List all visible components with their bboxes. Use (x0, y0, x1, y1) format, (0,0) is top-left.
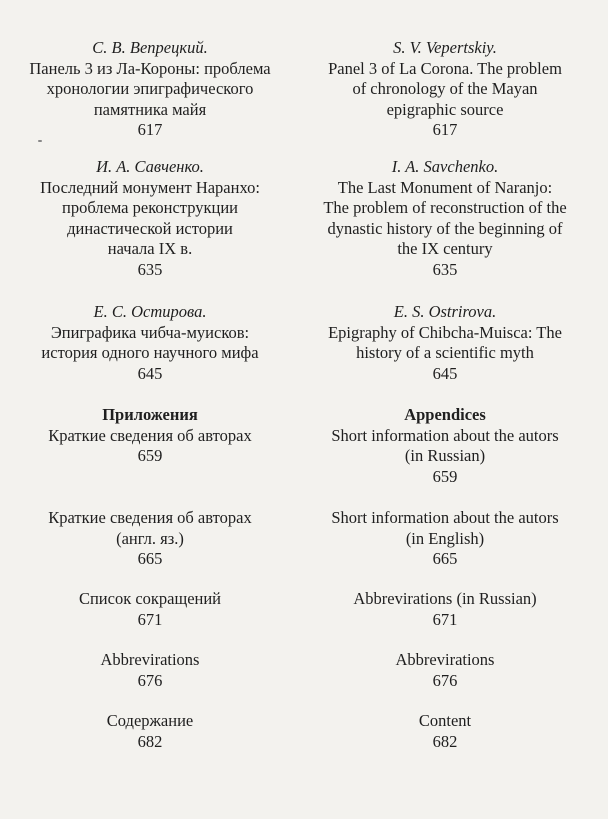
entry-page-number: 617 (432, 120, 458, 139)
entry-title-line: (англ. яз.) (116, 528, 184, 548)
entry-title-line: Последний монумент Наранхо: (40, 177, 260, 197)
entry-title-line: Abbrevirations (395, 650, 495, 669)
section-heading: Appendices (404, 405, 486, 424)
entry-title-line: Panel 3 of La Corona. The problem (328, 58, 562, 78)
entry-title-line: The problem of reconstruction of the (323, 198, 567, 217)
entry-title-line: (in English) (405, 528, 485, 548)
entry-page-number: 682 (137, 731, 163, 751)
entry-page-number: 671 (432, 609, 458, 629)
entry-title-line: Содержание (106, 711, 194, 730)
toc-entry-ostirova-ru (0, 302, 300, 384)
entry-author: I. A. Savchenko. (391, 157, 499, 176)
toc-entry-abbreviations-ru (0, 589, 300, 630)
entry-title-line: Content (418, 711, 472, 730)
entry-title-line: династической истории (67, 218, 233, 238)
entry-title-line: the IX century (397, 239, 493, 258)
toc-entry-appendices-en (295, 405, 595, 487)
entry-author: И. А. Савченко. (96, 157, 204, 176)
entry-title-line: Краткие сведения об авторах (48, 425, 252, 445)
entry-page-number: 659 (137, 446, 163, 465)
entry-page-number: 676 (432, 670, 458, 690)
entry-title-line: Панель 3 из Ла-Короны: проблема (29, 58, 271, 78)
toc-entry-ostrirova-en (295, 302, 595, 384)
entry-title-line: Short information about the autors (331, 508, 559, 527)
entry-title-line: памятника майя (93, 99, 207, 119)
entry-page-number: 659 (432, 466, 458, 486)
entry-title-line: of chronology of the Mayan (352, 79, 538, 98)
entry-title-line: Эпиграфика чибча-муисков: (50, 322, 250, 342)
entry-page-number: 665 (137, 549, 163, 568)
entry-title-line: epigraphic source (386, 99, 504, 119)
entry-page-number: 671 (137, 609, 163, 629)
entry-page-number: 645 (432, 363, 458, 383)
toc-entry-abbrevirations-ru (0, 650, 300, 691)
entry-page-number: 665 (432, 549, 458, 568)
toc-entry-savchenko-en (295, 157, 595, 280)
entry-title-line: Abbrevirations (100, 650, 200, 669)
toc-entry-contents-ru (0, 711, 300, 752)
entry-page-number: 682 (432, 731, 458, 751)
toc-entry-vepretsky-ru (0, 38, 300, 141)
entry-author: С. В. Вепрецкий. (92, 38, 208, 57)
toc-entry-abbrevirations-en (295, 650, 595, 691)
entry-page-number: 617 (137, 120, 163, 139)
toc-entry-authors-en-ru (0, 508, 300, 570)
entry-page-number: 635 (137, 259, 163, 279)
entry-page-number: 635 (432, 259, 458, 279)
entry-title-line: Epigraphy of Chibcha-Muisca: The (328, 322, 562, 342)
entry-title-line: dynastic history of the beginning of (327, 218, 563, 238)
entry-title-line: хронологии эпиграфического (46, 79, 254, 98)
toc-entry-appendices-ru (0, 405, 300, 467)
entry-page-number: 676 (137, 670, 163, 690)
entry-title-line: history of a scientific myth (356, 343, 534, 362)
entry-title-line: Short information about the autors (331, 425, 559, 445)
entry-title-line: Список сокращений (78, 589, 222, 608)
toc-entry-savchenko-ru (0, 157, 300, 280)
entry-title-line: Краткие сведения об авторах (48, 508, 252, 527)
entry-title-line: Abbrevirations (in Russian) (353, 589, 537, 608)
entry-page-number: 645 (137, 363, 163, 383)
entry-title-line: The Last Monument of Naranjo: (337, 177, 553, 197)
entry-title-line: проблема реконструкции (61, 198, 238, 217)
entry-title-line: начала IX в. (107, 239, 193, 258)
toc-entry-authors-english-en (295, 508, 595, 570)
toc-entry-abbrevirations-russian-en (295, 589, 595, 630)
entry-title-line: история одного научного мифа (41, 343, 259, 362)
entry-title-line: (in Russian) (404, 446, 486, 465)
section-heading: Приложения (102, 405, 198, 424)
entry-author: E. S. Ostrirova. (393, 302, 497, 321)
toc-entry-vepertskiy-en (295, 38, 595, 141)
entry-author: Е. С. Остирова. (93, 302, 207, 321)
toc-entry-content-en (295, 711, 595, 752)
entry-author: S. V. Vepertskiy. (393, 38, 497, 57)
